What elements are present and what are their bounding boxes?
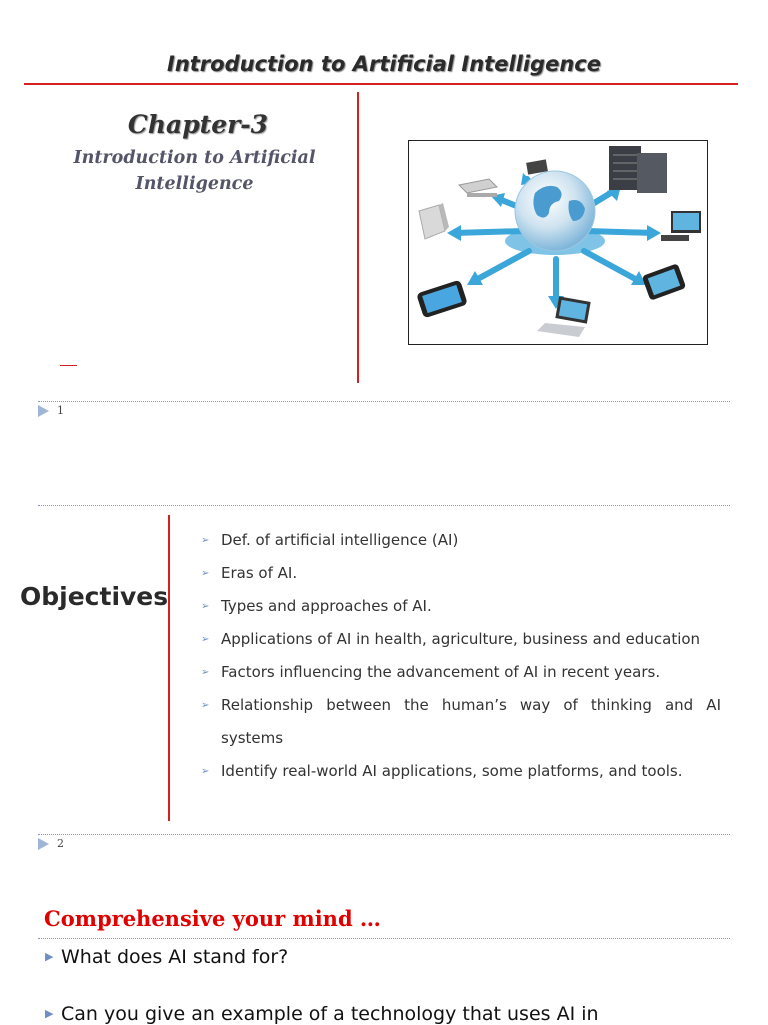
slide1-dash-mark — [60, 365, 77, 366]
network-illustration — [408, 140, 708, 345]
header-divider — [24, 83, 738, 85]
comprehension-title: Comprehensive your mind … — [44, 906, 381, 931]
list-item: ➢ Eras of AI. — [201, 557, 721, 590]
slide2-bottom-divider — [38, 834, 730, 835]
arrow-bullet-icon: ➢ — [201, 700, 210, 711]
list-item: ➢ Types and approaches of AI. — [201, 590, 721, 623]
page-number-1: 1 — [57, 404, 64, 417]
arrow-bullet-icon: ➢ — [201, 601, 210, 612]
slide3-top-divider — [38, 938, 730, 939]
chapter-title: Chapter-3 — [127, 110, 269, 139]
question-item: ▶ What does AI stand for? — [45, 946, 289, 968]
triangle-bullet-icon: ▶ — [45, 1007, 54, 1020]
arrow-bullet-icon: ➢ — [201, 535, 210, 546]
list-item: ➢ Applications of AI in health, agriculture, business and education — [201, 623, 721, 656]
question-item: ▶ Can you give an example of a technology that uses AI in — [45, 1003, 599, 1025]
arrow-bullet-icon: ➢ — [201, 634, 210, 645]
smartphone-icon-2 — [416, 280, 468, 319]
slide1-bottom-divider — [38, 401, 730, 402]
page-marker-icon — [38, 405, 49, 417]
list-item: ➢ Identify real-world AI applications, some platforms, and tools. — [201, 755, 721, 788]
objectives-title: Objectives — [20, 582, 169, 611]
slide1-vertical-divider — [357, 92, 359, 383]
page-marker-icon — [38, 838, 49, 850]
slide2-top-divider — [38, 505, 730, 506]
arrow-bullet-icon: ➢ — [201, 667, 210, 678]
slide2-vertical-divider — [168, 515, 170, 821]
arrow-bullet-icon: ➢ — [201, 766, 210, 777]
list-item: ➢ Def. of artificial intelligence (AI) — [201, 524, 721, 557]
triangle-bullet-icon: ▶ — [45, 950, 54, 963]
list-item: ➢ Factors influencing the advancement of AI in recent years. — [201, 656, 721, 689]
chapter-subtitle — [62, 145, 327, 197]
network-svg — [409, 141, 707, 344]
laptop-icon — [537, 296, 591, 337]
arrow-bullet-icon: ➢ — [201, 568, 210, 579]
objectives-list — [201, 524, 721, 788]
desktop-monitor-icon — [661, 211, 701, 241]
smartphone-icon — [642, 263, 687, 300]
chapter-subtitle-line2: Intelligence — [135, 174, 254, 194]
printer-icon — [419, 203, 449, 239]
page-title: Introduction to Artificial Intelligence — [167, 52, 601, 76]
list-item: ➢ Relationship between the human’s way of thinking and AI systems — [201, 689, 721, 755]
chapter-subtitle-line1: Introduction to Artificial — [73, 148, 316, 168]
server-icon — [609, 146, 667, 193]
router-icon — [459, 179, 497, 197]
page-number-2: 2 — [57, 837, 64, 850]
